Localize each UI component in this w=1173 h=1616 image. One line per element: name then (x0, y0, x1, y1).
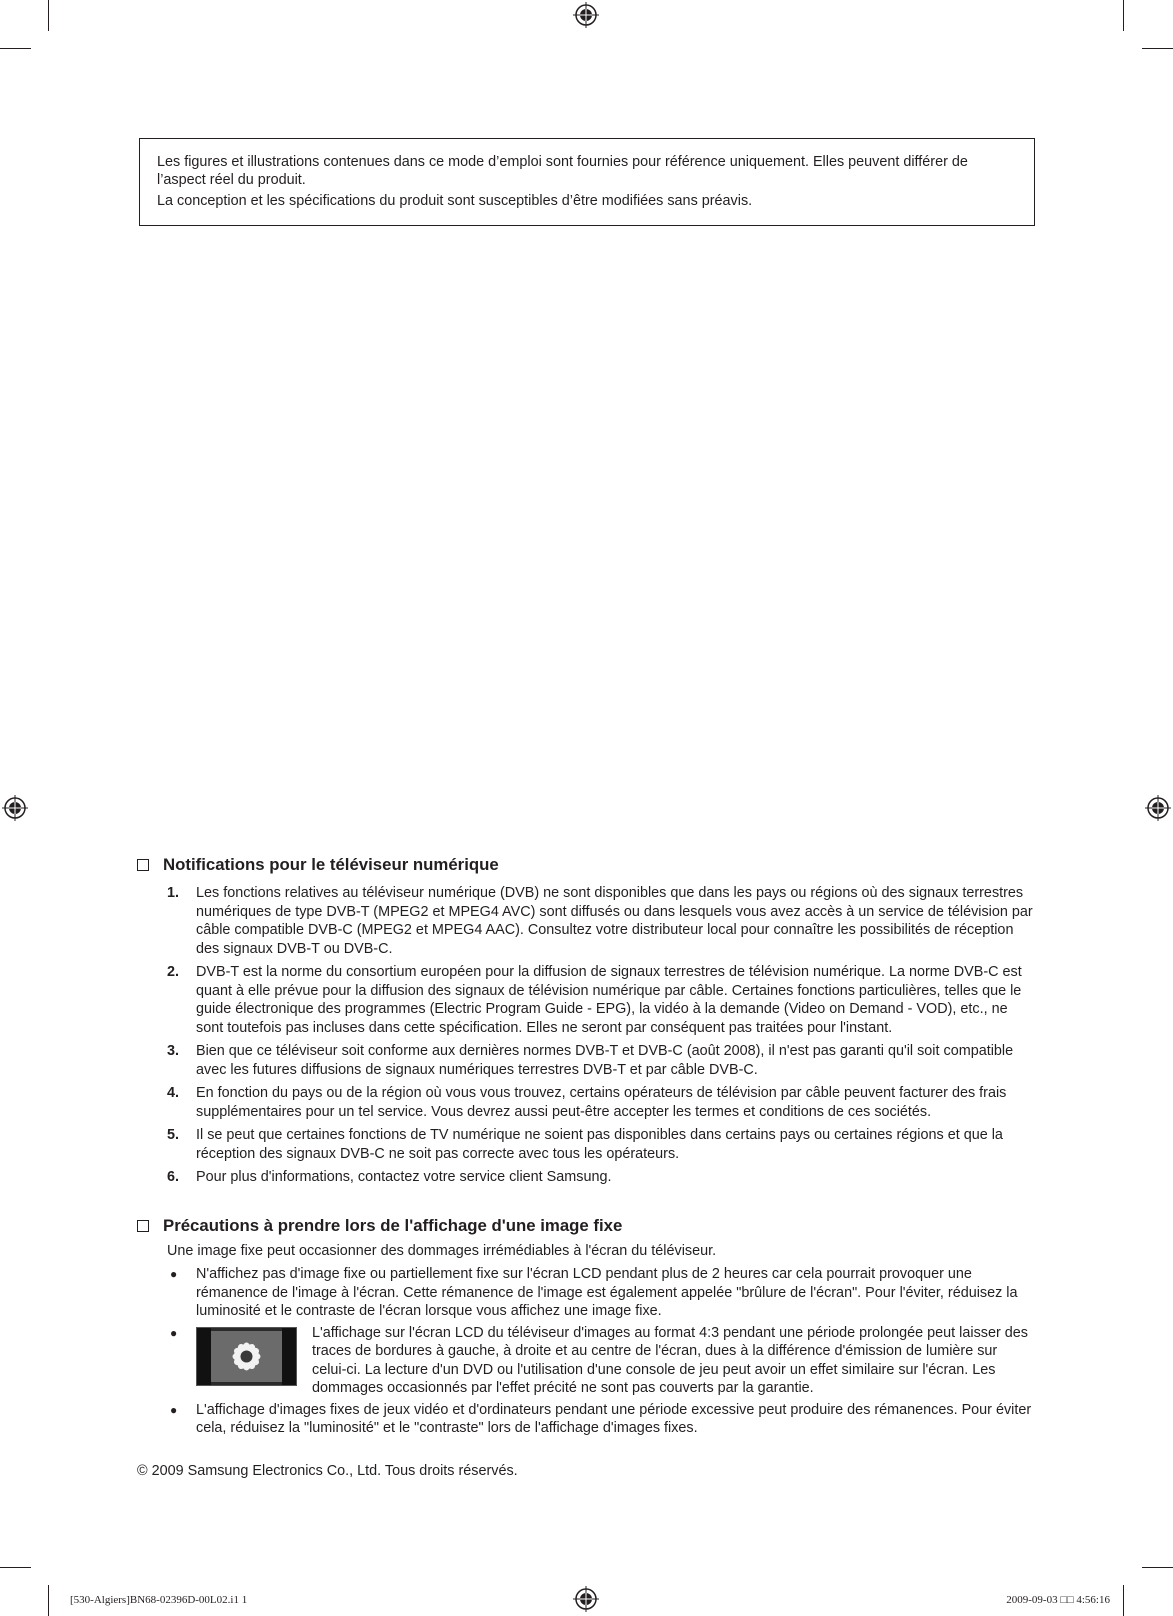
list-item (167, 1401, 1035, 1438)
crop-mark (0, 1567, 31, 1568)
registration-mark-icon (2, 795, 28, 821)
crop-mark (1123, 1585, 1124, 1616)
bullet-list (167, 1265, 1035, 1441)
item-text: En fonction du pays ou de la région où vous vous trouvez, certains opérateurs de télévision par câble peuvent facturer des frais supplémentaires pour un tel service. Vous devrez aussi peut-être accepter les termes et conditions de ces sociétés. (196, 1085, 1007, 1120)
item-text: Les fonctions relatives au téléviseur numérique (DVB) ne sont disponibles que dans les pays ou régions où des signaux terrestres numériques de type DVB-T (MPEG2 et MPEG4 AVC) sont diffusés ou dans lesquels vous avez accès à un service de télévision par câble compatible DVB-C (MPEG2 et MPEG4 AAC). Consultez votre distributeur local pour connaître les possibilités de réception des signaux DVB-T ou DVB-C. (196, 885, 1033, 957)
checkbox-square-icon (137, 1220, 149, 1232)
list-item (167, 1084, 1035, 1121)
checkbox-square-icon (137, 859, 149, 871)
copyright-notice: © 2009 Samsung Electronics Co., Ltd. Tous droits réservés. (137, 1463, 518, 1479)
footer-timestamp: 2009-09-03 □□ 4:56:16 (1006, 1594, 1110, 1606)
list-item (167, 963, 1035, 1037)
item-number: 5. (167, 1127, 180, 1143)
item-number: 2. (167, 964, 180, 980)
item-number: 6. (167, 1169, 180, 1185)
registration-mark-icon (1145, 795, 1171, 821)
list-item (167, 1265, 1035, 1321)
crop-mark (0, 48, 31, 49)
registration-mark-icon (573, 1586, 599, 1612)
section-heading (137, 1216, 622, 1236)
crop-mark (48, 1585, 49, 1616)
crop-mark (1142, 1567, 1173, 1568)
crop-mark (48, 0, 49, 31)
item-text: Bien que ce téléviseur soit conforme aux dernières normes DVB-T et DVB-C (août 2008), il n'est pas garanti qu'il soit compatible avec les futures diffusions de signaux numériques terrestres DVB-T et par câble DVB-C. (196, 1043, 1014, 1078)
section-heading (137, 855, 499, 875)
registration-mark-icon (573, 2, 599, 28)
tv-flower-image (196, 1327, 297, 1386)
footer-file-info: [530-Algiers]BN68-02396D-00L02.i1 1 (70, 1594, 248, 1606)
list-item (167, 1042, 1035, 1079)
item-text: DVB-T est la norme du consortium européen pour la diffusion de signaux terrestres de télévision numérique. La norme DVB-C est quant à elle prévue pour la diffusion des signaux de télévision numérique par câble. Certaines fonctions particulières, telles que le guide électronique des programmes (Electric Program Guide - EPG), la vidéo à la demande (Video on Demand - VOD), etc., ne sont toutefois pas incluses dans cette spécification. Elles ne seront par conséquent pas traitées pour l'instant. (196, 964, 1022, 1036)
list-item (167, 1126, 1035, 1163)
disclaimer-line: La conception et les spécifications du produit sont susceptibles d’être modifiées sans préavis. (157, 193, 753, 209)
bullet-icon: ● (170, 1325, 178, 1340)
list-item (167, 884, 1035, 958)
item-text: N'affichez pas d'image fixe ou partiellement fixe sur l'écran LCD pendant plus de 2 heures car cela pourrait provoquer une rémanence de l'image à l'écran. Cette rémanence de l'image est également appelée "brûlure de l'écran". Pour l'éviter, réduisez la luminosité et le contraste de l'écran lorsque vous affichez une image fixe. (196, 1266, 1018, 1319)
crop-mark (1142, 48, 1173, 49)
item-text: Il se peut que certaines fonctions de TV numérique ne soient pas disponibles dans certains pays ou certaines régions et que la réception des signaux DVB-C ne soit pas correcte avec tous les opérateurs. (196, 1127, 1003, 1162)
section-intro: Une image fixe peut occasionner des dommages irrémédiables à l'écran du téléviseur. (167, 1243, 717, 1259)
bullet-icon: ● (170, 1402, 178, 1417)
numbered-list (167, 884, 1035, 1192)
disclaimer-box (139, 138, 1035, 226)
list-item (167, 1168, 1035, 1187)
item-number: 3. (167, 1043, 180, 1059)
disclaimer-line: Les figures et illustrations contenues dans ce mode d’emploi sont fournies pour référence uniquement. Elles peuvent différer de l’aspect réel du produit. (157, 154, 968, 188)
item-number: 1. (167, 885, 180, 901)
list-item (167, 1324, 1035, 1398)
section-title: Précautions à prendre lors de l'affichage d'une image fixe (163, 1216, 623, 1235)
item-text: L'affichage sur l'écran LCD du téléviseur d'images au format 4:3 pendant une période prolongée peut laisser des traces de bordures à gauche, à droite et au centre de l'écran, dues à la différence d'émission de lumière sur celui-ci. La lecture d'un DVD ou l'utilisation d'une console de jeu peut avoir un effet similaire sur l'écran. Les dommages occasionnés par l'effet précité ne sont pas couverts par la garantie. (312, 1324, 1028, 1396)
item-text: Pour plus d'informations, contactez votre service client Samsung. (196, 1169, 612, 1185)
section-title: Notifications pour le téléviseur numérique (163, 855, 499, 874)
crop-mark (1123, 0, 1124, 31)
item-text: L'affichage d'images fixes de jeux vidéo et d'ordinateurs pendant une période excessive peut produire des rémanences. Pour éviter cela, réduisez la "luminosité" et le "contraste" lors de l'affichage d'images fixes. (196, 1401, 1032, 1436)
item-number: 4. (167, 1085, 180, 1101)
bullet-icon: ● (170, 1267, 178, 1281)
